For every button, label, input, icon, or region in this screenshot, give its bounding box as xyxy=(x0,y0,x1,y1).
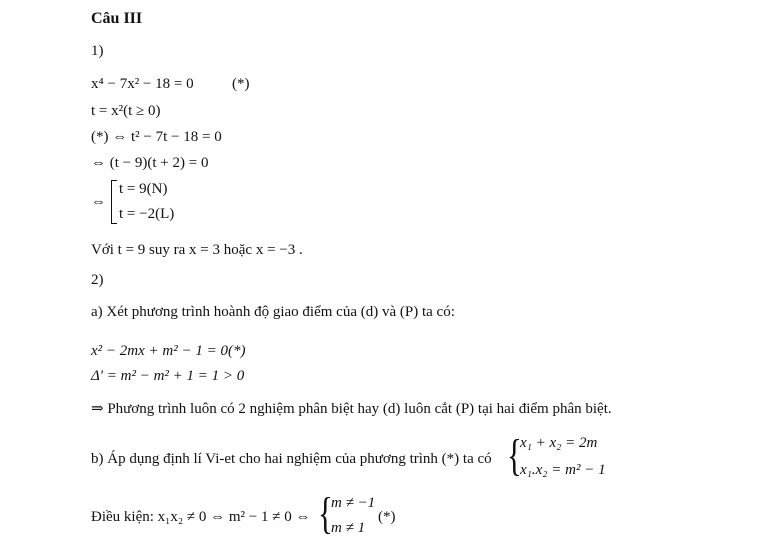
part2-label: 2) xyxy=(91,272,104,288)
condition-brace: { xyxy=(318,489,333,538)
vieta-sum: x₁ + x₂ = 2m xyxy=(520,435,598,451)
case-2: t = −2(L) xyxy=(119,206,175,222)
vieta-brace: { xyxy=(507,431,522,480)
substitution-line: t = x²(t ≥ 0) xyxy=(91,103,161,119)
factored-equation: ⇔ (t − 9)(t + 2) = 0 xyxy=(91,155,209,171)
quartic-equation: x⁴ − 7x² − 18 = 0 xyxy=(91,76,194,92)
section-title: Câu III xyxy=(91,10,143,27)
case-1: t = 9(N) xyxy=(119,181,168,197)
part2a-intro: a) Xét phương trình hoành độ giao điểm của (d) và (P) ta có: xyxy=(91,304,455,320)
quadratic-equation: x² − 2mx + m² − 1 = 0(*) xyxy=(91,343,246,359)
part1-label: 1) xyxy=(91,43,104,59)
part2a-conclusion: ⇒ Phương trình luôn có 2 nghiệm phân biệt hay (d) luôn cắt (P) tại hai điểm phân biệt. xyxy=(91,401,612,417)
part2b-intro: b) Áp dụng định lí Vi-et cho hai nghiệm của phương trình (*) ta có xyxy=(91,451,492,467)
vieta-product: x₁.x₂ = m² − 1 xyxy=(520,462,606,478)
condition-tag: (*) xyxy=(378,509,396,525)
condition-case-2: m ≠ 1 xyxy=(331,520,366,536)
discriminant-line: Δ' = m² − m² + 1 = 1 > 0 xyxy=(91,368,245,384)
part1-conclusion: Với t = 9 suy ra x = 3 hoặc x = −3 . xyxy=(91,242,303,258)
transformed-equation: (*) ⇔ t² − 7t − 18 = 0 xyxy=(91,129,222,145)
condition-line: Điều kiện: x₁x₂ ≠ 0 ⇔ m² − 1 ≠ 0 ⇔ xyxy=(91,509,311,525)
condition-case-1: m ≠ −1 xyxy=(331,495,376,511)
case-bracket xyxy=(111,180,117,224)
equation-tag: (*) xyxy=(232,76,250,92)
equivalence-arrow: ⇔ xyxy=(91,194,106,210)
